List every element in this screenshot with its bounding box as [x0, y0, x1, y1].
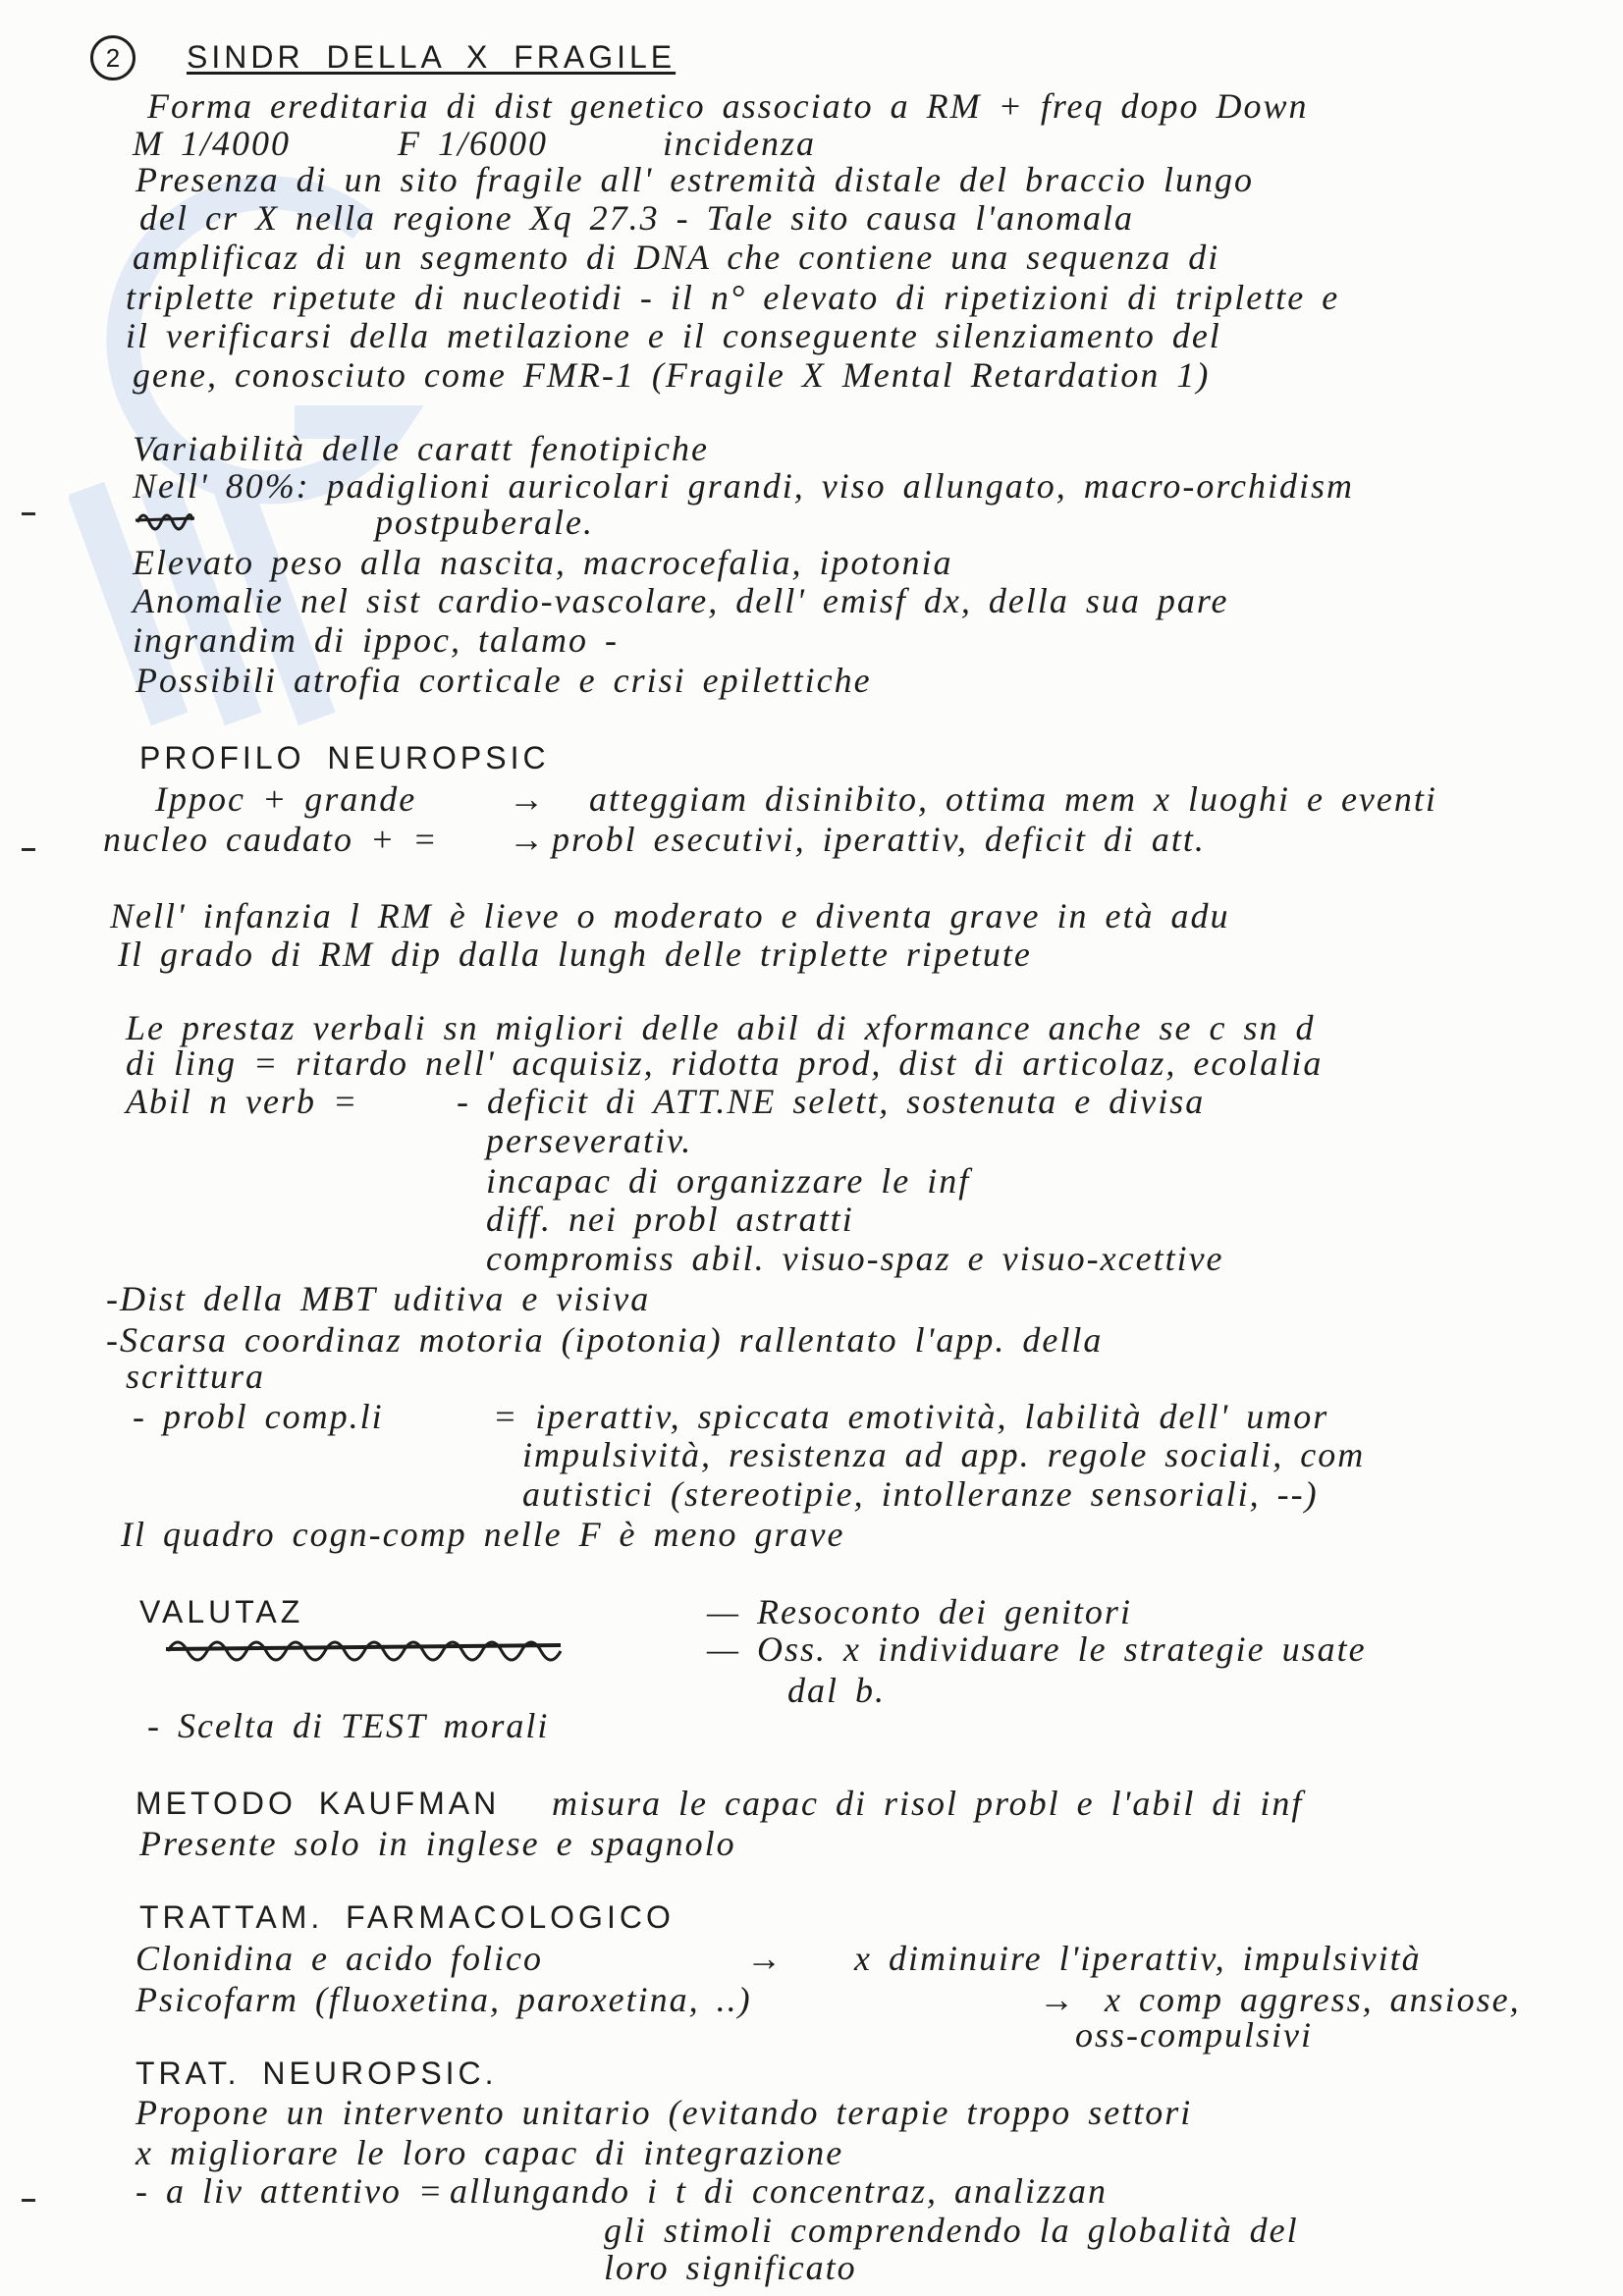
- assessment-tests: - Scelta di TEST morali: [147, 1706, 550, 1745]
- kaufman-description: misura le capac di risol probl e l'abil di inf: [552, 1784, 1304, 1823]
- definition-line: amplificaz di un segmento di DNA che contiene una sequenza di: [133, 238, 1220, 277]
- rm-line: Nell' infanzia l RM è lieve o moderato e diventa grave in età adu: [110, 896, 1230, 935]
- drug-name: Clonidina e acido folico: [135, 1939, 543, 1978]
- assessment-item: — Resoconto dei genitori: [707, 1592, 1132, 1631]
- summary-line: Il quadro cogn-comp nelle F è meno grave: [121, 1515, 845, 1554]
- nonverbal-item: compromiss abil. visuo-spaz e visuo-xcettive: [486, 1239, 1224, 1278]
- phenotype-heading: Variabilità delle caratt fenotipiche: [133, 429, 709, 468]
- nonverbal-item: - deficit di ATT.NE selett, sostenuta e divisa: [457, 1082, 1206, 1121]
- drug-effect: x diminuire l'iperattiv, impulsività: [854, 1939, 1422, 1978]
- attention-item: gli stimoli comprendendo la globalità del: [604, 2211, 1299, 2250]
- behavior-item: impulsività, resistenza ad app. regole sociali, com: [522, 1435, 1366, 1474]
- profile-effect: probl esecutivi, iperattiv, deficit di att.: [552, 820, 1206, 859]
- margin-tick: [22, 2199, 35, 2202]
- arrow-icon: →: [509, 820, 546, 859]
- phenotype-line: postpuberale.: [375, 503, 594, 542]
- incidence-male: M 1/4000: [133, 124, 291, 163]
- phenotype-line: Possibili atrofia corticale e crisi epilettiche: [135, 661, 872, 700]
- behavior-label: - probl comp.li: [133, 1397, 384, 1436]
- profile-cause: Ippoc + grande: [155, 779, 417, 819]
- definition-line: gene, conosciuto come FMR-1 (Fragile X Mental Retardation 1): [133, 355, 1211, 395]
- neuro-profile-heading: PROFILO NEUROPSIC: [139, 740, 550, 775]
- neuropsych-heading: TRAT. NEUROPSIC.: [135, 2056, 498, 2091]
- drug-effect: x comp aggress, ansiose,: [1105, 1980, 1521, 2019]
- drug-name: Psicofarm (fluoxetina, paroxetina, ..): [135, 1980, 752, 2019]
- phenotype-line: Anomalie nel sist cardio-vascolare, dell' emisf dx, della sua pare: [133, 581, 1229, 620]
- kaufman-note: Presente solo in inglese e spagnolo: [139, 1824, 736, 1863]
- deficit-line: -Dist della MBT uditiva e visiva: [106, 1279, 651, 1318]
- nonverbal-item: incapac di organizzare le inf: [486, 1161, 971, 1201]
- section-number-circle: 2: [90, 35, 135, 80]
- deficit-line: scrittura: [126, 1357, 266, 1396]
- definition-line: Forma ereditaria di dist genetico associato a RM + freq dopo Down: [147, 86, 1309, 126]
- profile-effect: atteggiam disinibito, ottima mem x luoghi e eventi: [589, 779, 1437, 819]
- nonverbal-item: diff. nei probl astratti: [486, 1200, 854, 1239]
- kaufman-heading: METODO KAUFMAN: [135, 1786, 501, 1821]
- nonverbal-label: Abil n verb =: [126, 1082, 359, 1121]
- profile-cause: nucleo caudato + =: [103, 820, 439, 859]
- phenotype-line: ingrandim di ippoc, talamo -: [133, 620, 619, 660]
- margin-tick: [22, 512, 35, 515]
- rm-line: Il grado di RM dip dalla lungh delle triplette ripetute: [118, 934, 1032, 974]
- arrow-icon: →: [509, 779, 546, 819]
- behavior-item: = iperattiv, spiccata emotività, labilità dell' umor: [493, 1397, 1329, 1436]
- definition-line: il verificarsi della metilazione e il conseguente silenziamento del: [126, 316, 1221, 355]
- nonverbal-item: perseverativ.: [486, 1121, 693, 1160]
- arrow-icon: →: [1039, 1980, 1076, 2019]
- margin-tick: [22, 848, 35, 851]
- treatment-line: Propone un intervento unitario (evitando terapie troppo settori: [135, 2093, 1193, 2132]
- language-line: Le prestaz verbali sn migliori delle abil di xformance anche se c sn d: [126, 1008, 1316, 1047]
- assessment-item: — Oss. x individuare le strategie usate: [707, 1629, 1367, 1669]
- assessment-heading: VALUTAZ: [139, 1594, 304, 1629]
- phenotype-line: Nell' 80%: padiglioni auricolari grandi, viso allungato, macro-orchidism: [133, 466, 1354, 506]
- language-line: di ling = ritardo nell' acquisiz, ridotta prod, dist di articolaz, ecolalia: [126, 1043, 1324, 1083]
- attention-item: allungando i t di concentraz, analizzan: [450, 2171, 1108, 2211]
- deficit-line: -Scarsa coordinaz motoria (ipotonia) rallentato l'app. della: [106, 1320, 1104, 1360]
- behavior-item: autistici (stereotipie, intolleranze sensoriali, --): [522, 1474, 1319, 1514]
- pharmacological-heading: TRATTAM. FARMACOLOGICO: [139, 1899, 675, 1935]
- arrow-icon: →: [746, 1939, 784, 1978]
- attention-label: - a liv attentivo =: [135, 2171, 445, 2211]
- definition-line: Presenza di un sito fragile all' estremità distale del braccio lungo: [135, 160, 1254, 199]
- treatment-line: x migliorare le loro capac di integrazione: [135, 2133, 844, 2172]
- scribble-crossout: [162, 1628, 565, 1667]
- page-title: SINDR DELLA X FRAGILE: [187, 39, 676, 75]
- definition-line: del cr X nella regione Xq 27.3 - Tale sito causa l'anomala: [139, 198, 1134, 238]
- phenotype-line: Elevato peso alla nascita, macrocefalia, ipotonia: [133, 543, 953, 582]
- definition-line: triplette ripetute di nucleotidi - il n° elevato di ripetizioni di triplette e: [126, 278, 1340, 317]
- incidence-label: incidenza: [663, 124, 816, 163]
- incidence-female: F 1/6000: [398, 124, 548, 163]
- assessment-item: dal b.: [787, 1671, 887, 1710]
- drug-effect: oss-compulsivi: [1075, 2015, 1313, 2055]
- scribble-crossout: [134, 505, 196, 534]
- attention-item: loro significato: [604, 2248, 857, 2287]
